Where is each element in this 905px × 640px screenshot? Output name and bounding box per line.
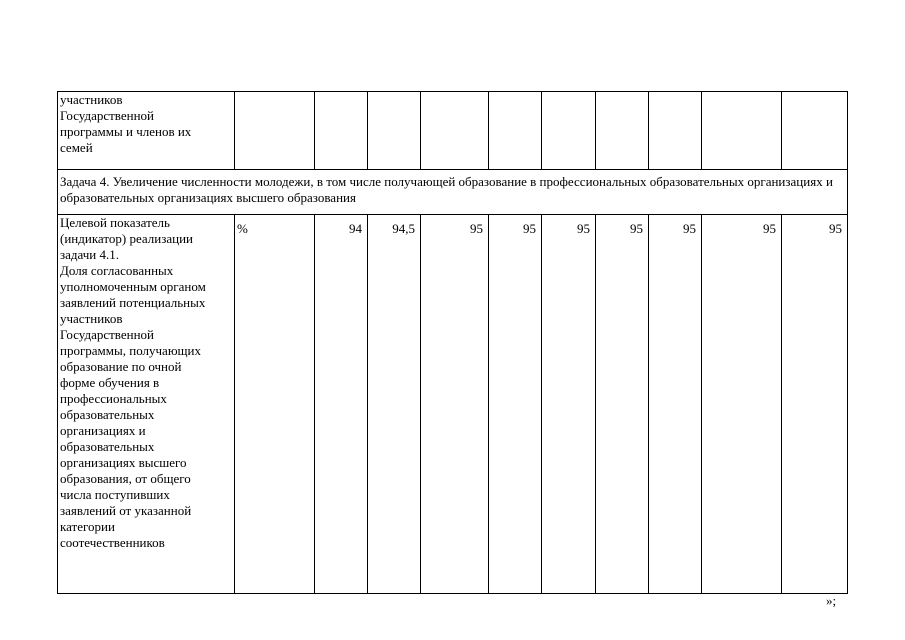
empty-cell (649, 92, 702, 170)
unit-cell: % (235, 215, 315, 594)
empty-cell (596, 92, 649, 170)
empty-cell (315, 92, 368, 170)
empty-cell (421, 92, 489, 170)
value-cell: 95 (489, 215, 542, 594)
closing-quote-mark: »; (826, 593, 837, 608)
empty-cell (782, 92, 848, 170)
empty-cell (542, 92, 596, 170)
value-cell: 94 (315, 215, 368, 594)
value-cell: 95 (649, 215, 702, 594)
indicator-label: Целевой показатель (индикатор) реализации задачи 4.1. Доля согласованных уполномоченным органом заявлений потенциальных участников Государственной программы, получающих образование по очной форме обучения в профессиональных образовательных организациях и образовательных организациях высшего образования, от общего числа поступивших заявлений от указанной категории соотечественников (58, 215, 235, 594)
empty-cell (368, 92, 421, 170)
value-cell: 95 (542, 215, 596, 594)
value-cell: 95 (782, 215, 848, 594)
empty-cell (235, 92, 315, 170)
value-cell: 95 (702, 215, 782, 594)
table-row (58, 215, 848, 594)
value-cell: 95 (596, 215, 649, 594)
table-row (58, 92, 848, 170)
table-row (58, 170, 848, 215)
indicator-table (57, 91, 848, 594)
task-heading: Задача 4. Увеличение численности молодежи, в том числе получающей образование в профессиональных образовательных организациях и образовательных организациях высшего образования (58, 170, 848, 215)
value-cell: 94,5 (368, 215, 421, 594)
row-label: участников Государственной программы и членов их семей (58, 92, 235, 170)
value-cell: 95 (421, 215, 489, 594)
empty-cell (702, 92, 782, 170)
empty-cell (489, 92, 542, 170)
